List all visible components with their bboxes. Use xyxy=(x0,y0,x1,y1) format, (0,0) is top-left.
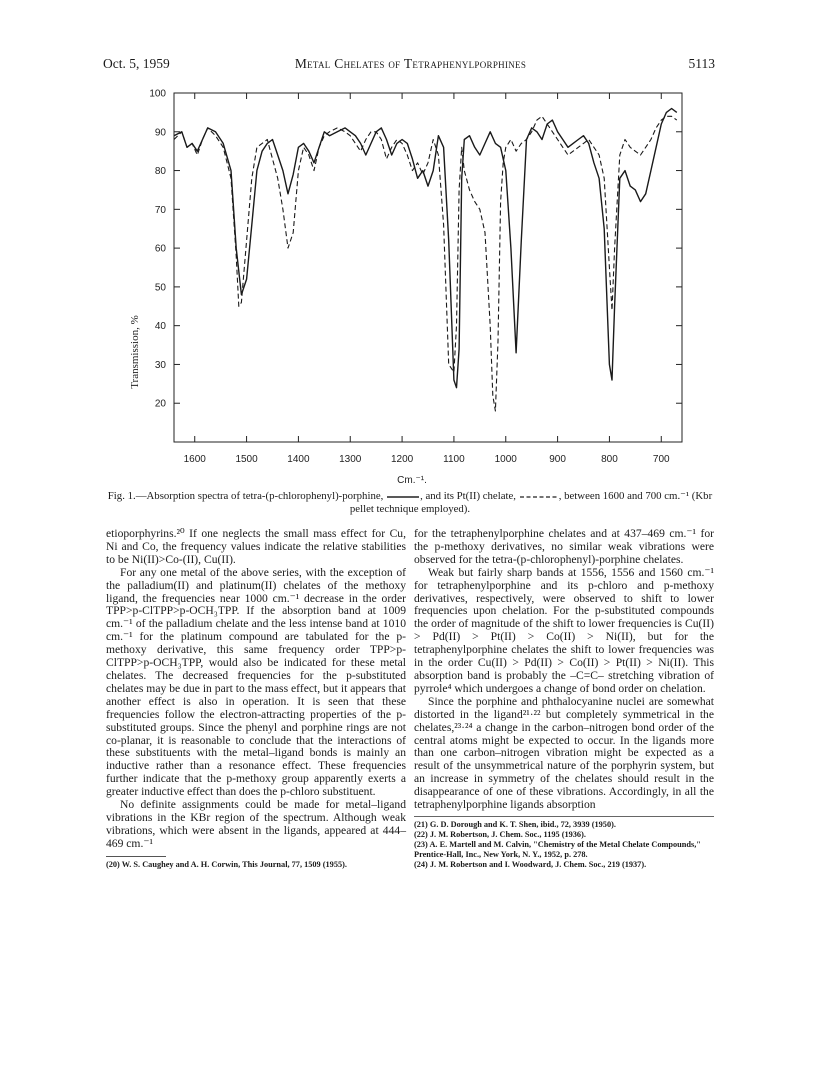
y-tick-label: 60 xyxy=(154,243,166,255)
running-head-title: Metal Chelates of Tetraphenylporphines xyxy=(294,56,527,71)
footnote-22: (22) J. M. Robertson, J. Chem. Soc., 1195 (1936). xyxy=(414,829,586,839)
dashed-line-legend-swatch xyxy=(519,493,559,501)
paragraph: For any one metal of the above series, with the exception of the palladium(II) and platinum(II) chelates of the methoxy ligand, the frequencies near 1000 cm.⁻¹ decrease in the order TPP>p-ClTPP>p-OCH₃TPP. If the absorption band at 1009 cm.⁻¹ of the palladium chelate and the less intense band at 1010 cm.⁻¹ for the platinum compound are tabulated for the p-methoxy derivative, this same frequency order TPP>p-ClTPP>p-OCH₃TPP, would also be indicated for these metal chelates. The decreased frequencies for the p-substituted chelates may be due in part to the mass effect, but it appears that another effect is also in operation. It is seen that these frequencies follow the electron-attracting properties of the p-substituted groups. Since the phenyl and porphine rings are not co-planar, it is reasonable to conclude that the interactions of these substituents with the metal–ligand bonds is mainly an inductive rather than a resonance effect. These frequencies further indicate that the p-methoxy group apparently exerts a greater inductive effect than does the p-chloro substituent. xyxy=(106,565,406,799)
y-tick-label: 50 xyxy=(154,282,166,294)
paragraph: etioporphyrins.²⁰ If one neglects the small mass effect for Cu, Ni and Co, the frequency values indicate the relative stabilities to be Ni(II)>Co-(II), Cu(II). xyxy=(106,527,406,566)
paragraph: for the tetraphenylporphine chelates and at 437–469 cm.⁻¹ for the p-methoxy derivatives, no similar weak vibrations were observed for the tetra-(p-chlorophenyl)-porphine chelates. xyxy=(414,527,714,566)
x-tick-label: 800 xyxy=(601,454,618,465)
paragraph: No definite assignments could be made for metal–ligand vibrations in the KBr region of the spectrum. Although weak vibrations, which were absent in the ligands, appeared at 444–469 cm.⁻¹ xyxy=(106,798,406,850)
x-tick-label: 1400 xyxy=(287,454,310,465)
left-text-column xyxy=(106,528,406,870)
footnote-23: (23) A. E. Martell and M. Calvin, "Chemistry of the Metal Chelate Compounds," Prentice-Hall, Inc., New York, N. Y., 1952, p. 278. xyxy=(414,839,701,859)
x-tick-label: 900 xyxy=(549,454,566,465)
footnote-20: (20) W. S. Caughey and A. H. Corwin, This Journal, 77, 1509 (1955). xyxy=(106,859,347,869)
pt-chelate-spectrum-line xyxy=(174,116,677,411)
footnote-21: (21) G. D. Dorough and K. T. Shen, ibid., 72, 3939 (1950). xyxy=(414,816,714,830)
figure-caption xyxy=(106,490,714,516)
right-text-column xyxy=(414,528,714,870)
y-axis-label: Transmission, % xyxy=(129,315,141,389)
x-tick-label: 1600 xyxy=(183,454,206,465)
x-tick-label: 1000 xyxy=(494,454,517,465)
y-tick-label: 40 xyxy=(154,321,166,333)
x-tick-label: 1200 xyxy=(390,454,414,465)
ligand-spectrum-line xyxy=(174,109,677,388)
x-tick-label: 700 xyxy=(652,454,670,465)
running-head-page-number: 5113 xyxy=(688,56,715,71)
x-axis-label: Cm.⁻¹. xyxy=(397,475,427,486)
footnote-24: (24) J. M. Robertson and I. Woodward, J. Chem. Soc., 219 (1937). xyxy=(414,859,647,869)
x-tick-label: 1100 xyxy=(443,454,465,465)
paragraph: Weak but fairly sharp bands at 1556, 1556 and 1560 cm.⁻¹ for tetraphenylporphine and its p-chloro and p-methoxy derivatives, respectively, were observed to shift to lower frequencies upon chelation. For the p-substituted compounds the order of magnitude of the shift to lower frequencies is Cu(II) > Pd(II) > Pt(II) > Co(II) > Ni(II), but for the tetraphenylporphine chelates the shift to lower frequencies was in the order Cu(II) > Pd(II) > Co(II) > Pt(II) > Ni(II). This absorption band is probably the –C=C– stretching vibration of pyrrole⁴ which undergoes a change of bond order on chelation. xyxy=(414,565,714,695)
y-tick-label: 90 xyxy=(154,127,166,139)
solid-line-legend-swatch xyxy=(386,493,420,501)
footnote-rule xyxy=(106,856,166,857)
y-tick-label: 20 xyxy=(154,398,166,410)
ir-spectrum-figure xyxy=(100,82,700,487)
paragraph: Since the porphine and phthalocyanine nuclei are somewhat distorted in the ligand²¹·²² but completely symmetrical in the chelates,²³·²⁴ a change in the carbon–nitrogen bond order of the central atoms might be expected to occur. In the ligands more than one carbon–nitrogen vibration might be expected as a result of the unsymmetrical nature of the porphyrin system, but an increase in symmetry of the chelates should result in the disappearance of one of these vibrations. Accordingly, in all the tetraphenylporphine ligands absorption xyxy=(414,694,714,812)
running-head-date: Oct. 5, 1959 xyxy=(103,56,170,71)
y-tick-label: 30 xyxy=(154,359,166,371)
caption-tail: , between 1600 and 700 cm.⁻¹ (Kbr pellet technique employed). xyxy=(349,490,713,515)
y-tick-label: 100 xyxy=(149,88,166,100)
x-tick-label: 1300 xyxy=(339,454,362,465)
y-tick-label: 80 xyxy=(154,166,166,178)
caption-mid: , and its Pt(II) chelate, xyxy=(420,490,517,502)
x-tick-label: 1500 xyxy=(235,454,258,465)
y-tick-label: 70 xyxy=(154,204,166,216)
caption-lead: Fig. 1.—Absorption spectra of tetra-(p-chlorophenyl)-porphine, xyxy=(107,490,384,502)
